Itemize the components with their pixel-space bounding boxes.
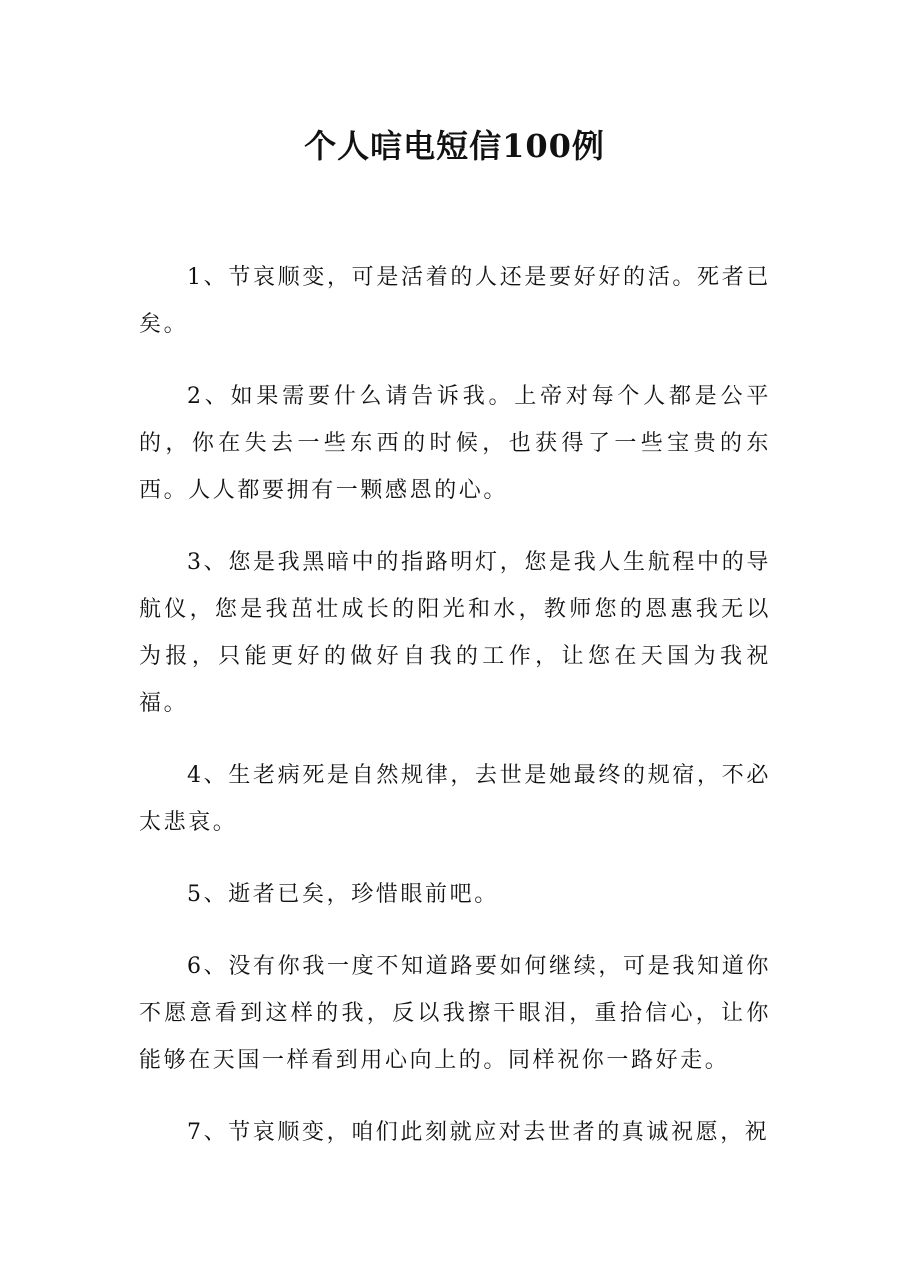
document-body <box>139 254 771 1181</box>
paragraph-3: 3、您是我黑暗中的指路明灯，您是我人生航程中的导航仪，您是我茁壮成长的阳光和水，教师您的恩惠我无以为报，只能更好的做好自我的工作，让您在天国为我祝福。 <box>139 550 771 716</box>
paragraph-4: 4、生老病死是自然规律，去世是她最终的规宿，不必太悲哀。 <box>139 763 771 835</box>
page-title: 个人唁电短信100例 <box>304 127 605 165</box>
paragraph-5: 5、逝者已矣，珍惜眼前吧。 <box>187 882 499 907</box>
paragraph-1: 1、节哀顺变，可是活着的人还是要好好的活。死者已矣。 <box>139 265 771 337</box>
paragraph-7: 7、节哀顺变，咱们此刻就应对去世者的真诚祝愿，祝 <box>187 1120 770 1145</box>
paragraph-2: 2、如果需要什么请告诉我。上帝对每个人都是公平的，你在失去一些东西的时候，也获得了一些宝贵的东西。人人都要拥有一颗感恩的心。 <box>139 384 771 503</box>
paragraph-6: 6、没有你我一度不知道路要如何继续，可是我知道你不愿意看到这样的我，反以我擦干眼泪，重拾信心，让你能够在天国一样看到用心向上的。同样祝你一路好走。 <box>139 954 771 1073</box>
